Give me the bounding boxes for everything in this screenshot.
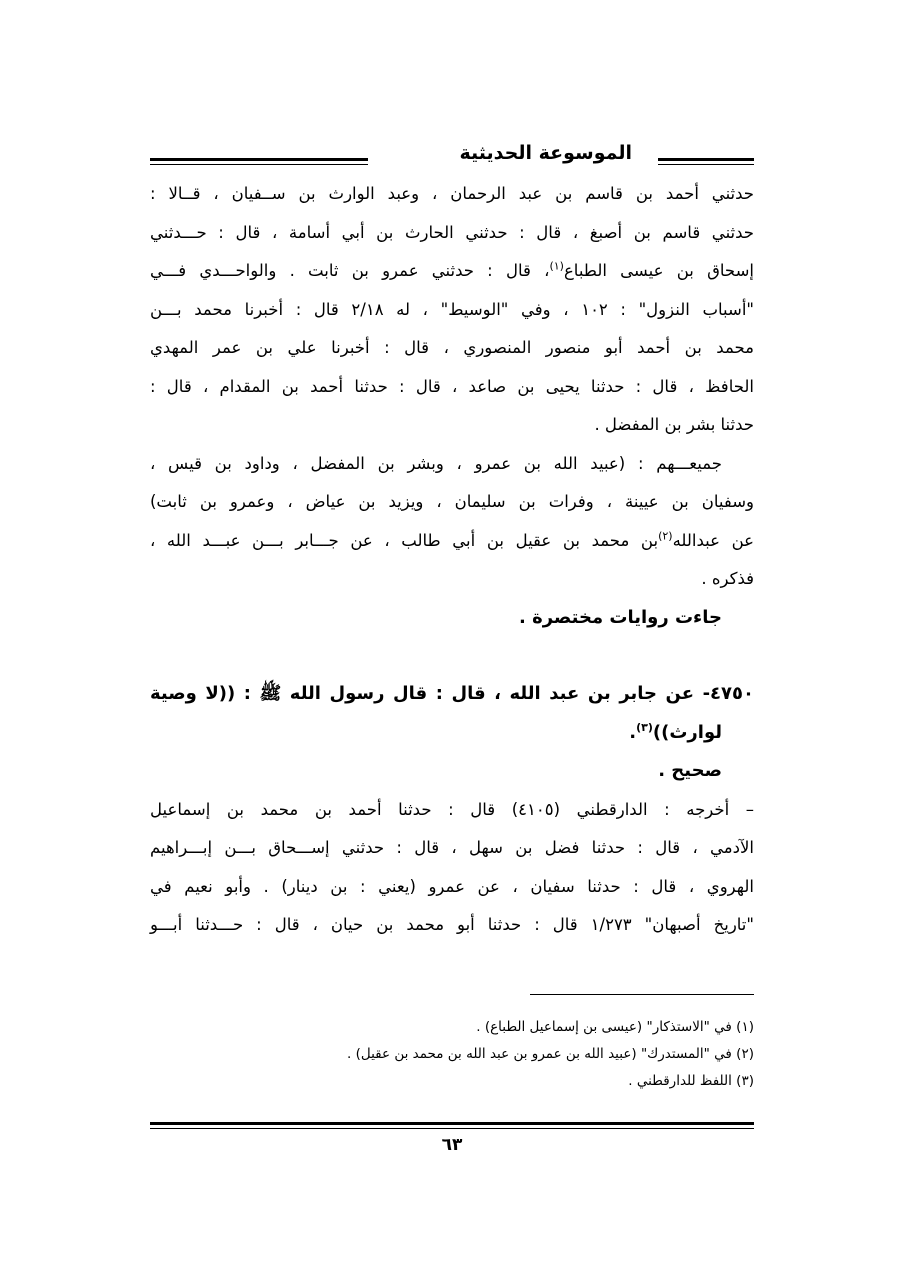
text-segment: عن عبدالله [672,530,754,550]
text-segment: ، قال : حدثني عمرو بن ثابت . والواحـــدي فـــي [150,261,550,280]
footer-rule [150,1122,754,1125]
footnote: (٣) اللفظ للدارقطني . [628,1073,754,1089]
hadith-heading-cont [150,714,754,753]
text-segment: . [629,721,637,743]
page-header [150,140,754,174]
footnote-separator [530,994,754,995]
text-line: "تاريخ أصبهان" ١/٢٧٣ قال : حدثنا أبو محمد بن حيان ، قال : حـــدثنا أبـــو [150,915,754,934]
footnotes [150,1016,754,1097]
header-rule-left [150,158,368,161]
footnote: (٢) في "المستدرك" (عبيد الله بن عمرو بن عبد الله بن محمد بن عقيل) . [347,1046,754,1062]
text-line: محمد بن أحمد أبو منصور المنصوري ، قال : أخبرنا علي بن عمر المهدي [150,338,754,357]
spacer [150,637,754,675]
section-note: جاءت روايات مختصرة . [518,606,722,628]
text-line: "أسباب النزول" : ١٠٢ ، وفي "الوسيط" ، له ٢/١٨ قال : أخبرنا محمد بـــن [150,299,754,319]
header-rule-right [658,158,754,161]
text-line [150,252,754,291]
footnote-ref: (٣) [636,720,653,734]
text-line: وسفيان بن عيينة ، وفرات بن سليمان ، ويزيد بن عياض ، وعمرو بن ثابت) [150,492,754,511]
text-line: الآدمي ، قال : حدثنا فضل بن سهل ، قال : حدثني إســـحاق بـــن إبـــراهيم [150,838,754,857]
text-line: حدثني قاسم بن أصبغ ، قال : حدثني الحارث بن أبي أسامة ، قال : حـــدثني [150,222,754,242]
main-text [150,175,754,945]
text-line: – أخرجه : الدارقطني (٤١٠٥) قال : حدثنا أحمد بن محمد بن إسماعيل [150,799,755,819]
book-page [150,0,754,1273]
text-line: فذكره . [701,569,754,588]
text-line: الهروي ، قال : حدثنا سفيان ، عن عمرو (يعني : بن دينار) . وأبو نعيم في [150,876,754,896]
grading: صحيح . [658,760,722,781]
text-segment: بن محمد بن عقيل بن أبي طالب ، عن جـــابر بـــن عبـــد الله ، [150,530,659,550]
footnote-ref: (٢) [658,529,673,542]
text-line: الحافظ ، قال : حدثنا يحيى بن صاعد ، قال : حدثنا أحمد بن المقدام ، قال : [150,376,754,396]
hadith-heading: ٤٧٥٠- عن جابر بن عبد الله ، قال : قال رسول الله ﷺ : ((لا وصية [150,683,754,704]
text-line: حدثني أحمد بن قاسم بن عبد الرحمان ، وعبد الوارث بن ســفيان ، قــالا : [150,184,754,203]
text-line [150,522,754,561]
footnote: (١) في "الاستذكار" (عيسى بن إسماعيل الطباع) . [476,1019,754,1035]
text-segment: لوارث)) [652,721,722,743]
text-line: حدثنا بشر بن المفضل . [594,415,754,434]
text-line: جميعـــهم : (عبيد الله بن عمرو ، وبشر بن المفضل ، وداود بن قيس ، [150,453,722,473]
header-rule-left-thin [150,164,368,165]
text-segment: إسحاق بن عيسى الطباع [563,261,754,280]
page-number: ٦٣ [441,1135,463,1155]
footnote-ref: (١) [549,259,564,273]
header-title: الموسوعة الحديثية [459,142,632,164]
footer-rule-thin [150,1128,754,1129]
header-rule-right-thin [658,164,754,165]
